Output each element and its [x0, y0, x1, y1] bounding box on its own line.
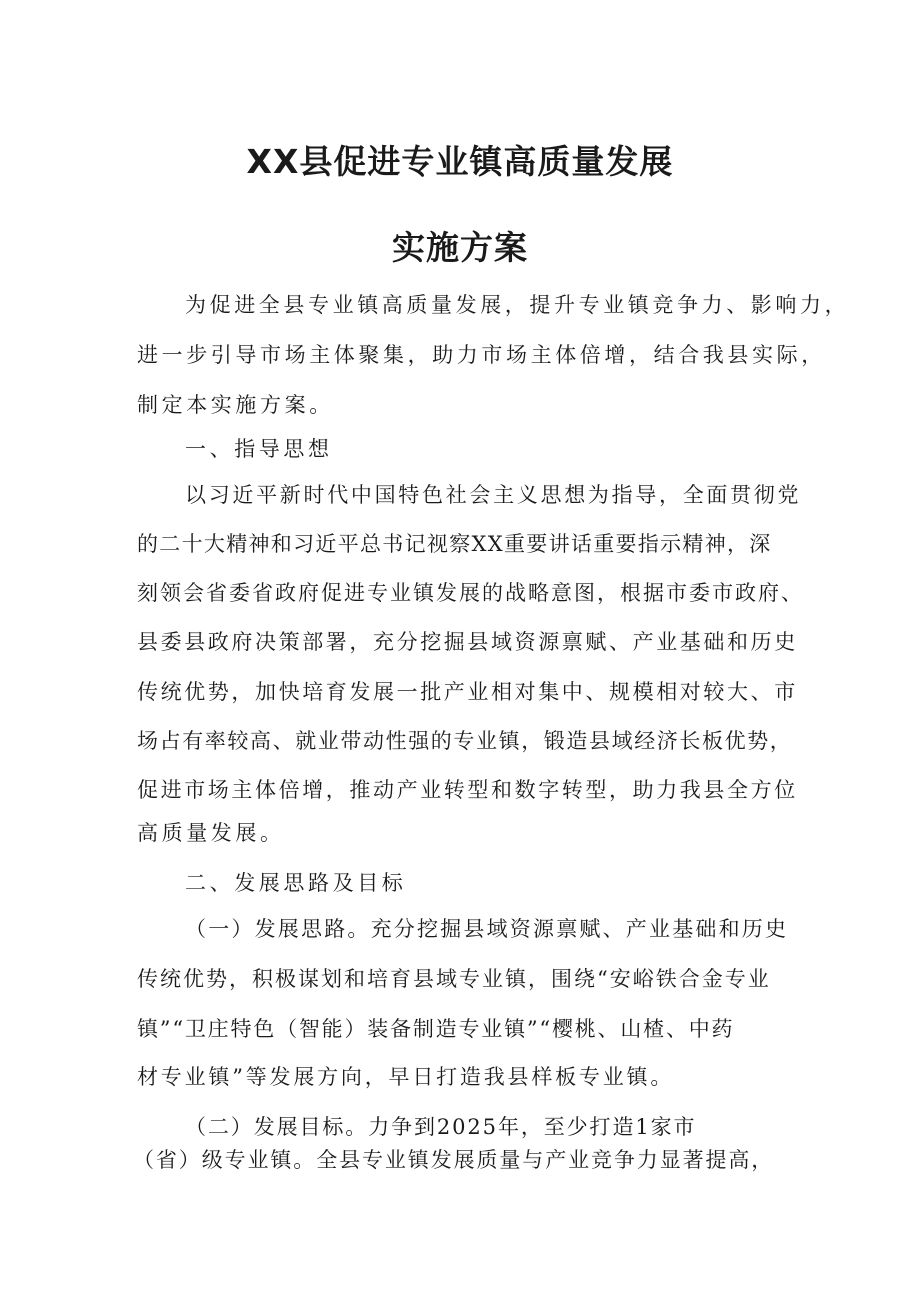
development-target-line: （省）级专业镇。全县专业镇发展质量与产业竞争力显著提高，: [133, 1148, 775, 1172]
section-heading-development-goals: 二、发展思路及目标: [185, 871, 407, 895]
development-approach-line: 镇”“卫庄特色（智能）装备制造专业镇”“樱桃、山楂、中药: [137, 1017, 735, 1041]
guiding-ideology-line: 的二十大精神和习近平总书记视察XX重要讲话重要指示精神，深: [137, 532, 772, 556]
development-approach-line: 材专业镇”等发展方向，早日打造我县样板专业镇。: [137, 1065, 675, 1089]
document-title-line-2: 实施方案: [392, 228, 528, 267]
development-approach-line: 传统优势，积极谋划和培育县域专业镇，围绕“安峪铁合金专业: [137, 967, 771, 991]
guiding-ideology-line: 高质量发展。: [137, 821, 285, 845]
guiding-ideology-line: 县委县政府决策部署，充分挖掘县域资源禀赋、产业基础和历史: [137, 630, 798, 654]
intro-paragraph-line: 制定本实施方案。: [137, 393, 334, 417]
guiding-ideology-line: 刻领会省委省政府促进专业镇发展的战略意图，根据市委市政府、: [137, 581, 804, 605]
intro-paragraph-line: 为促进全县专业镇高质量发展，提升专业镇竞争力、影响力，: [185, 293, 850, 317]
intro-paragraph-line: 进一步引导市场主体聚集，助力市场主体倍增，结合我县实际，: [137, 343, 826, 367]
guiding-ideology-line: 以习近平新时代中国特色社会主义思想为指导，全面贯彻党: [185, 483, 802, 507]
guiding-ideology-line: 传统优势，加快培育发展一批产业相对集中、规模相对较大、市: [137, 680, 798, 704]
document-title-line-1: XX县促进专业镇高质量发展: [246, 142, 674, 181]
development-approach-line: （一）发展思路。充分挖掘县域资源禀赋、产业基础和历史: [185, 917, 789, 941]
guiding-ideology-line: 场占有率较高、就业带动性强的专业镇，锻造县域经济长板优势，: [137, 729, 793, 753]
development-target-line: （二）发展目标。力争到2025年，至少打造1家市: [185, 1115, 697, 1139]
guiding-ideology-line: 促进市场主体倍增，推动产业转型和数字转型，助力我县全方位: [137, 778, 798, 802]
section-heading-guiding-ideology: 一、指导思想: [185, 437, 333, 461]
